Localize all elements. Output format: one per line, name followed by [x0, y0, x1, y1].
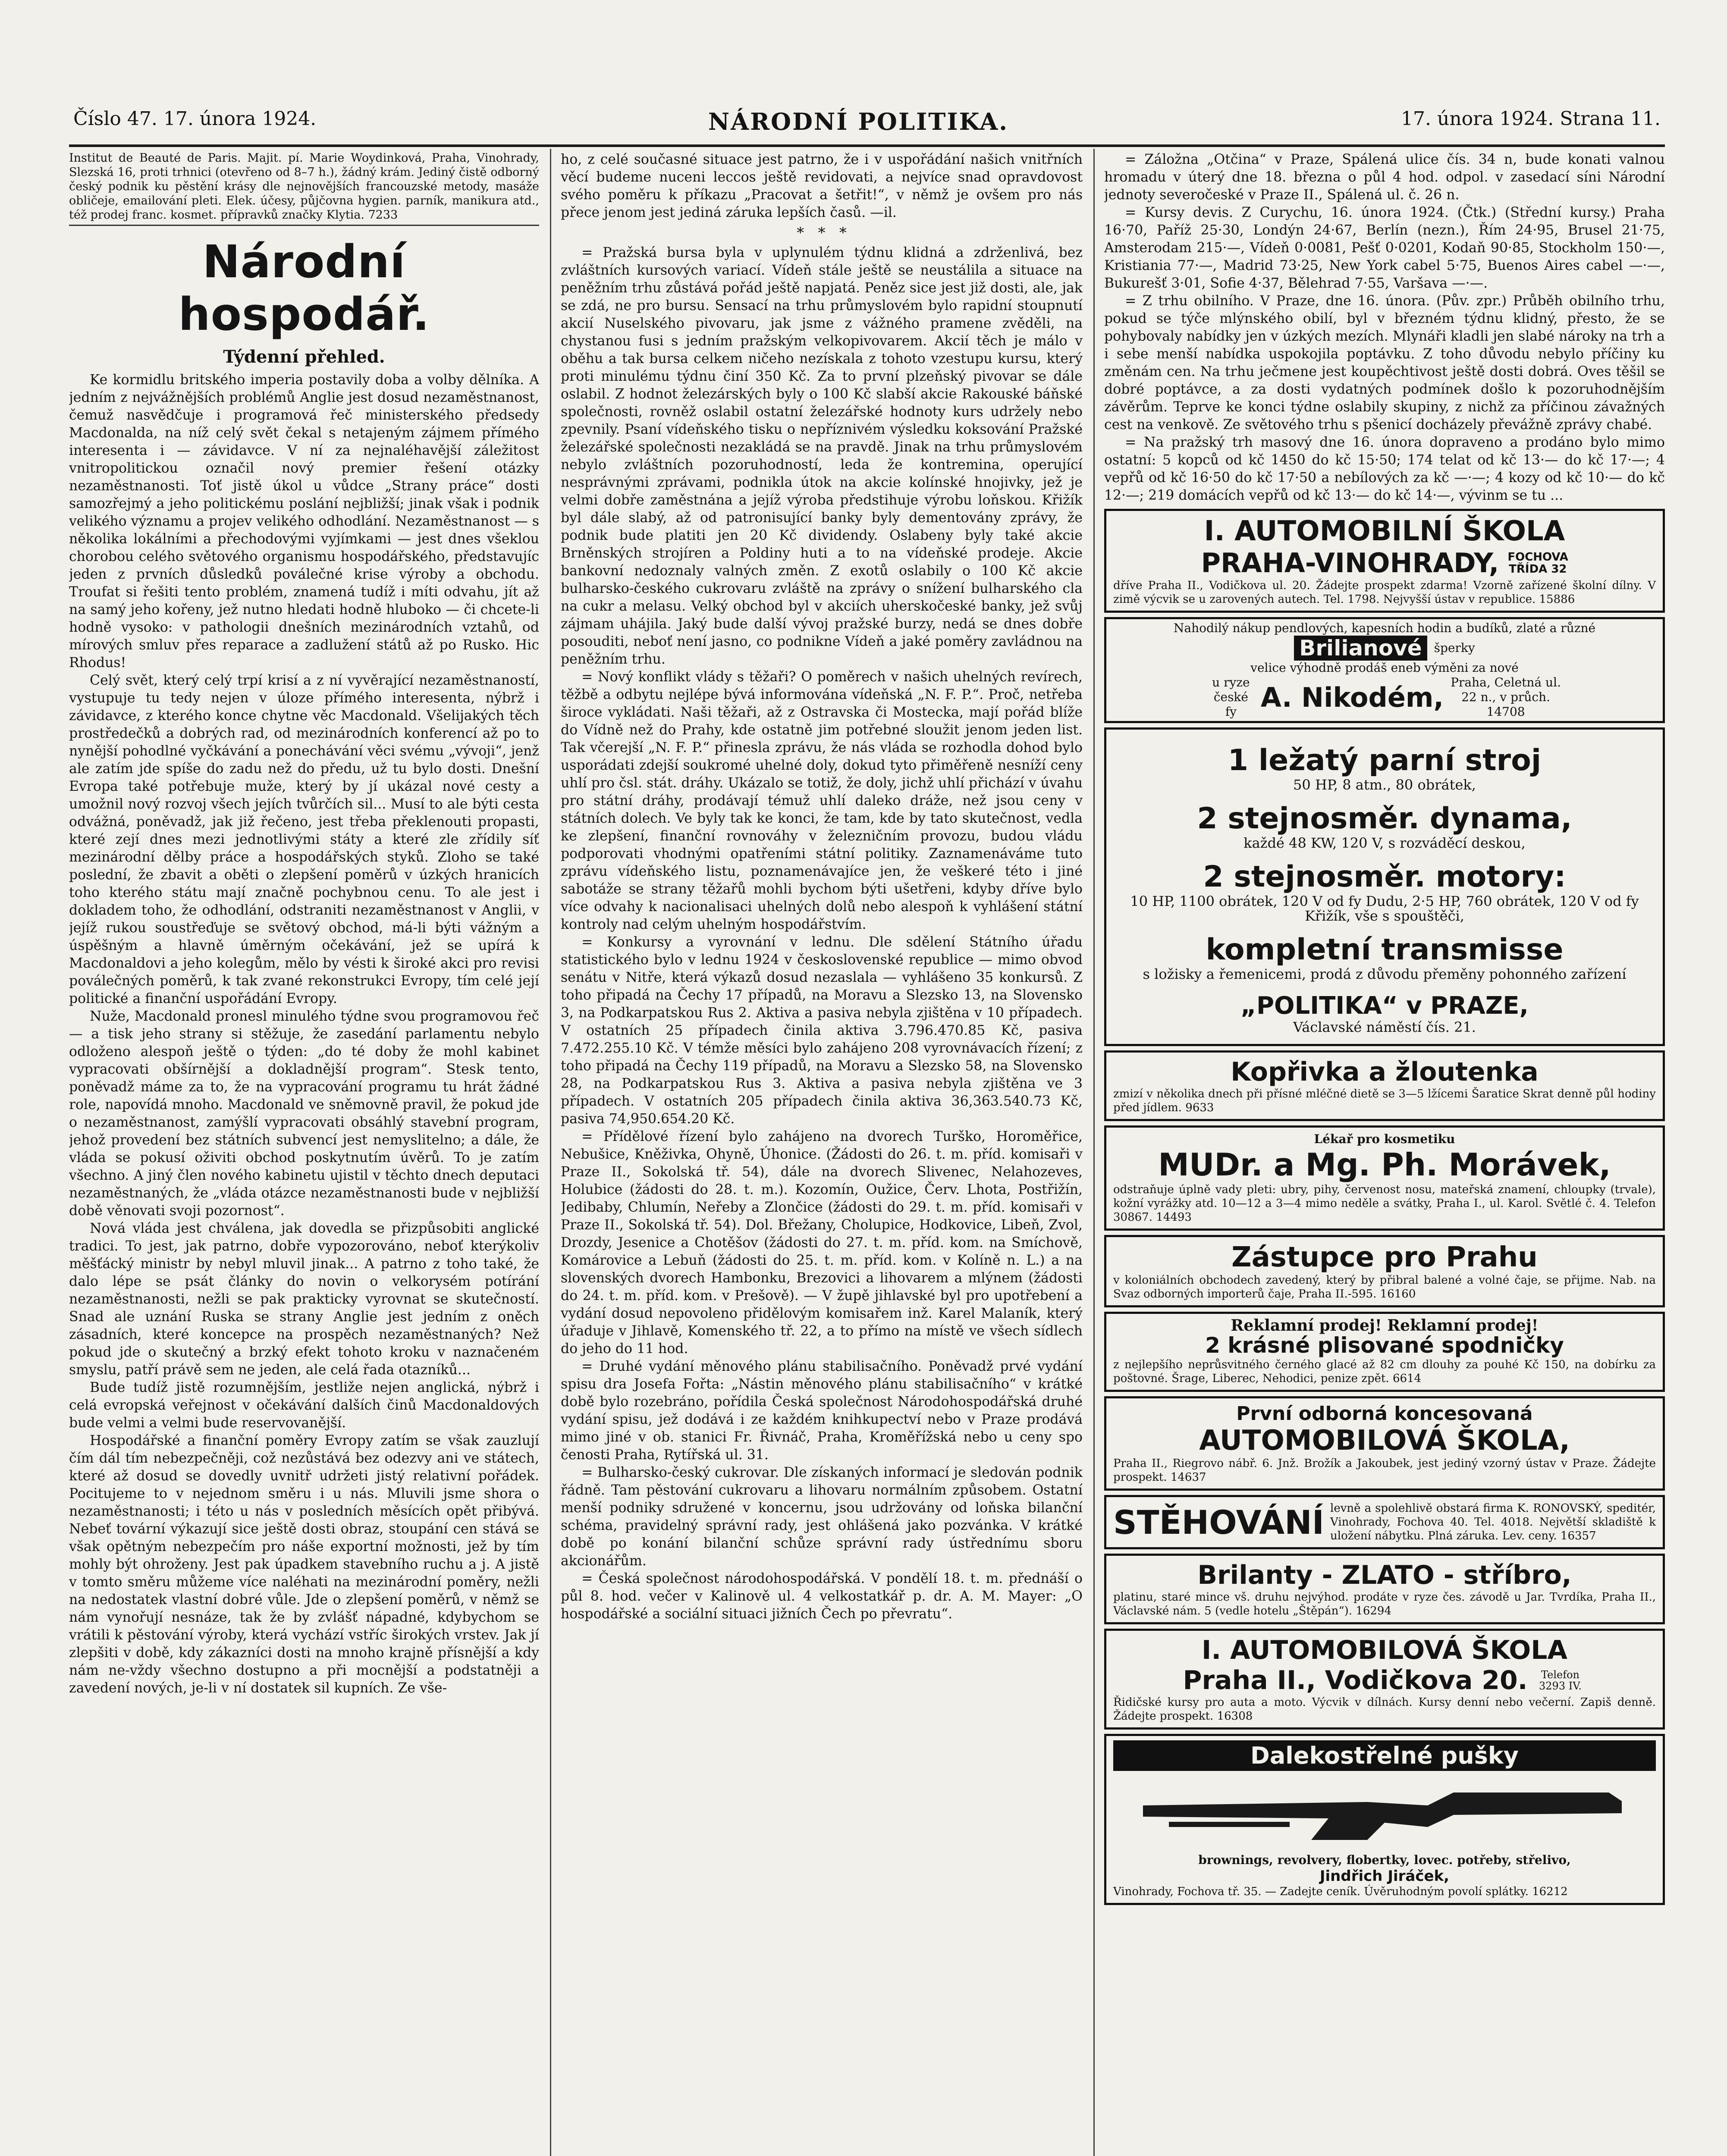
section-title: Národní hospodář.: [178, 235, 430, 341]
news-item-obili: = Z trhu obilního. V Praze, dne 16. února. (Pův. zpr.) Průběh obilního trhu, pokud se týče mlýnského obilí, byl v březném týdnu klidný, přesto, že se pohybovaly nabídky jen v úzkých mezích. Mlynáři kladli jen slabé nároky na trh a i sebe menší nabídka uspokojila poptávku. Z toho důvodu nebylo příčiny ku změnám cen. Na trhu ječmene jest koupěchtivost ještě dosti dobrá. Oves těšil se dobré poptávce, a za dosti vydatných podmínek došlo k pozoruhodnějším závěrům. Teprve ke konci týdne oslabily skupiny, z nichž za příčinou závažných cest na venkově. Ze světového trhu s pšenicí docházely převážně zprávy chabé.: [1104, 293, 1665, 432]
ad-text: 10 HP, 1100 obrátek, 120 V od fy Dudu, 2·5 HP, 760 obrátek, 120 V od fy Křižík, vše s spouštěči,: [1130, 893, 1639, 924]
ad-title: MUDr. a Mg. Ph. Morávek,: [1158, 1147, 1611, 1183]
ad-title: Zástupce pro Prahu: [1231, 1241, 1538, 1273]
article-paragraph: Hospodářské a finanční poměry Evropy zatím se však zauzlují čím dál tím nebezpečněji, což nezůstává bez odezvy ani ve státech, které až dosud se dovedly uvnitř udržeti jistý relativní pořádek. Pocitujeme to v nejednom směru i u nás. Mluvili jsme shora o nezaměstnanosti; i této u nás v posledních měsících opět přibývá. Nebeť tovární výkazují sice ještě dosti obraz, stoupání cen stává se však opětným nebezpečím pro náše exportní možnosti, jež by tím mohly být ohroženy. Jest pak úpadkem stavebního ruchu a j. A jistě v tomto směru můžeme více naléhati na mezinárodní poměry, nežli na nedostatek vlastní dobré vůle. Jde o zlepšení poměrů, v němž se nám vynořují nesnáze, tak že by zvlášť nápadné, kdybychom se vrátili k pěstování výroby, která vychází vstříc širokých vrstev. Jak jí zlepšiti v době, kdy zákazníci dosti na mnoho krajně přísnější a kdy nám ne-vždy všechno dostupno a při mocnější a podstatněji a zavedení nových, je-li v ní dostatek sil kupních. Ze vše-: [69, 1433, 539, 1696]
news-item-menovy-plan: = Druhé vydání měnového plánu stabilisačního. Poněvadž prvé vydání spisu dra Josefa Fořta: „Nástin měnového plánu stabilisačního“ v krátké době bylo rozebráno, pořídila Česká společnost Národohospodářská druhé vydání spisu, jež dodává i ze každém knihkupectví nebo v Praze prodává mimo jiné v ob. stanici Fr. Řivnáč, Praha, Kroměřížská nebo u ceny spo čenosti Praha, Rytířská ul. 31.: [561, 1359, 1083, 1463]
ad-subtitle: Lékař pro kosmetiku: [1314, 1132, 1455, 1146]
rifles-illustration: [1113, 1775, 1656, 1849]
ad-title: kompletní transmisse: [1206, 933, 1564, 967]
column-divider: [550, 149, 551, 2156]
article-paragraph: Ke kormidlu britského imperia postavily doba a volby dělníka. A jedním z nejvážnějších problémů Anglie jest dosud nezaměstnanost, čemuž nasvědčuje i programová řeč ministerského předsedy Macdonalda, na níž celý svět čekal s netajeným zájmem přímého interesenta i — závidavce. V ní za nejnaléhavější záležitost vnitropolitickou označil nový premier řešení otázky nezaměstnanosti. Toť jistě úkol u vůdce „Strany práce“ dosti samozřejmý a jeho politickému poslání nejbližší; jinak však i podnik velikého významu a projev velikého odhodlání. Nezaměstnanost — s několika lokálními a přechodovými vyjímkami — jest dnes všeklou chorobou celého světového organismu hospodářského, představujíc jeden z prvních důsledků poválečné krise výroby a obchodu. Troufat si řešiti tento problém, znamená tudíž i míti odvahu, jít až na samý jeho kořeny, jež nutno hledati hodně hluboko — či chcete-li hodně vysoko: v pathologii dnešních mezinárodních vztahů, od mírových smluv přes reparace a zadlužení států až po Rusko. Hic Rhodus!: [69, 372, 539, 671]
ad-text: odstraňuje úplně vady pleti: ubry, pihy, červenost nosu, mateřská znamení, chloupky (trvale), kožní vyrážky atd. 10—12 a 3—4 mimo neděle a svátky, Praha I., ul. Karol. Světlé č. 4. Telefon 30867. 14493: [1113, 1183, 1656, 1224]
news-items: [1104, 151, 1665, 505]
column-1: [69, 151, 539, 2156]
ad-title: 2 stejnosměr. dynama,: [1197, 802, 1572, 836]
koprivka-ad: [1104, 1050, 1665, 1121]
ad-title: Dalekostřelné pušky: [1113, 1740, 1656, 1771]
ad-text: Praha II., Riegrovo nábř. 6. Jnž. Brožík a Jakoubek, jest jediný vzorný ústav v Praze. Žádejte prospekt. 14637: [1113, 1457, 1656, 1484]
petticoats-ad: [1104, 1312, 1665, 1392]
ad-text: s ložisky a řemenicemi, prodá z důvodu přeměny pohonného zařízení: [1143, 966, 1627, 982]
ad-title: 1 ležatý parní stroj: [1228, 743, 1542, 777]
auto-school-vinohrady-ad: [1104, 509, 1665, 613]
article-continuation: [561, 151, 1083, 222]
ad-name: Jindřich Jiráček,: [1319, 1868, 1450, 1885]
ad-text: brownings, revolvery, flobertky, lovec. potřeby, střelivo,: [1198, 1853, 1571, 1867]
news-item-spolecnost: = Česká společnost národohospodářská. V pondělí 18. t. m. přednáší o půl 8. hod. večer v Kalinově ul. 4 velkostatkář p. dr. A. M. Mayer: „O hospodářské a sociální situaci jižních Čech po převratu“.: [561, 1571, 1083, 1622]
column-3: [1104, 151, 1665, 2156]
column-2: [561, 151, 1083, 2156]
ad-text: Nahodilý nákup pendlových, kapesních hodin a budíků, zlaté a různé: [1173, 621, 1596, 635]
ad-name: A. Nikodém,: [1260, 681, 1444, 713]
ad-address: FOCHOVA TŘÍDA 32: [1507, 550, 1568, 576]
ad-text: platinu, staré mince vš. druhu nejvýhod. prodáte v ryze čes. závodě u Jar. Tvrdíka, Praha II., Václavské nám. 5 (vedle hotelu „Štěpán“). 16294: [1113, 1591, 1656, 1617]
moravek-cosmetics-ad: [1104, 1125, 1665, 1231]
header-issue-date: Číslo 47. 17. února 1924.: [73, 108, 317, 130]
column-divider: [1093, 149, 1095, 2156]
ad-title: „POLITIKA“ v PRAZE,: [1240, 992, 1529, 1020]
rifle-icon: [1126, 1775, 1643, 1849]
news-items: [561, 244, 1083, 1623]
news-item-bursa: = Pražská bursa byla v uplynulém týdnu klidná a zdrženlivá, bez zvláštních kursových variací. Vídeň stále ještě se neustálila a situace na peněžním trhu zůstává pořád ještě napjatá. Peněz sice jest již dosti, ale, jak se zdá, ne pro bursu. Sensací na trhu průmyslovém bylo rapidní stoupnutí akcií Nuselského pivovaru, jak jsme z vážného pramene zvěděli, na chystanou fusi s jedním pražským velkopivovarem. Akcií těch je málo v oběhu a tak bursa celkem ničeho nezískala z tohoto vzestupu kursu, který proti minulému týdnu činí 350 Kč. Za to první plzeňský pivovar se dále oslabil. Z hodnot železárských byly o 100 Kč slabší akcie Rakouské báňské společnosti, rovněž oslabil ostatní železářské hodnoty kurs udržely nebo zpevnily. Psaní vídeňského tisku o nepříznivém výsledku koksování Pražské železářské společnosti nezakládá se na pravdě. Jinak na trhu průmyslovém nebylo zvláštních pozoruhodností, leda že kontremina, operující nesprávnými zprávami, podnikla útok na akcie kolínské hnojivky, jež je velmi dobře zaměstnána a jejíž výroba předstihuje výrobu loňskou. Křižík byl dále slabý, až od patronisující banky byly dementovány zprávy, že podnik bude platiti jen 20 Kč dividendy. Oslabeny byly také akcie Brněnských strojíren a Poldiny huti a to na vídeňské prodeje. Akcie bankovní nedoznaly valných změn. Z exotů oslabily o 100 Kč akcie bulharsko-českého cukrovaru zvláště na zprávy o snížení bulharského cla na cukr a melasu. Velký obchod byl v akciích uherskočeské banky, jež svůj zájmam uhájila. Jaký bude další vývoj pražské burzy, nedá se dnes dobře posouditi, neboť není jasno, co podnikne Vídeň a jaké poměry zavládnou na peněžním trhu.: [561, 245, 1083, 667]
news-item-pridelove: = Přídělové řízení bylo zahájeno na dvorech Turško, Horoměřice, Nebušice, Kněživka, Ohyně, Úhonice. (Žádosti do 26. t. m. příd. komisaři v Praze II., Sokolská tř. 54), dále na dvorech Slivenec, Nelahozeves, Holubice (žádosti do 28. t. m.). Kozomín, Oužice, Červ. Lhota, Postřižín, Jedibaby, Chlumín, Neřeby a Zlončice (žádosti do 29. t. m. příd. komisaři v Praze II., Sokolská tř. 54). Dol. Břežany, Cholupice, Hodkovice, Libeň, Zvol, Drozdy, Jesenice a Chotěšov (žádosti do 27. t. m. příd. kom. na Smíchově, Komárovice a Lebuň (žádosti do 25. t. m. příd. kom. v Kolíně n. L.) a na slovenských dvorech Hambonku, Brezovici a lihovarem a mlýnem (žádosti do 24. t. m. příd. kom. v Prešově). — V župě jihlavské byl pro upotřebení a vydání dosud nepovoleno přidělovým komisařem inž. Karel Malaník, který úřaduje v Jihlavě, Komenského tř. 22, a to přímo na místě ve všech sídlech do jeho do 11 hod.: [561, 1129, 1083, 1357]
gold-silver-ad: [1104, 1554, 1665, 1624]
licensed-auto-school-ad: [1104, 1396, 1665, 1491]
article-paragraph: ho, z celé současné situace jest patrno, že i v uspořádání našich vnitřních věcí budeme nuceni leccos ještě revidovati, a nejvíce snad opravdovost svého poměru k příkazu „Pracovat a šetřit!“, v němž je ovšem pro nás přece jenom jest jediná záruka lepších časů. —il.: [561, 152, 1083, 220]
ad-subtitle: První odborná koncesovaná: [1236, 1403, 1533, 1425]
section-stars: * * *: [797, 224, 847, 241]
ad-subtitle: PRAHA-VINOHRADY,: [1201, 547, 1499, 579]
ad-title: AUTOMOBILOVÁ ŠKOLA,: [1199, 1425, 1570, 1457]
news-item-kursy: = Kursy devis. Z Curychu, 16. února 1924. (Čtk.) (Střední kursy.) Praha 16·70, Paříž 25·30, Londýn 24·67, Berlín (nezn.), Řím 24·95, Brusel 21·75, Amsterodam 215·—, Vídeň 0·0081, Pešť 0·0201, Kodaň 90·85, Stockholm 150·—, Kristiania 77·—, Madrid 73·25, New York cabel 5·75, Buenos Aires cabel —·—, Bukurešť 3·01, Sofie 4·37, Bělehrad 7·55, Varšava —·—.: [1104, 205, 1665, 291]
ad-text: každé 48 KW, 120 V, s rozváděcí deskou,: [1243, 835, 1526, 851]
news-item-zalozna: = Záložna „Otčina“ v Praze, Spálená ulice čís. 34 n, bude konati valnou hromadu v úterý dne 18. března o půl 4 hod. odpol. v zasedací síni Národní jednoty severočeské v Praze II., Spálená ul. č. 26 n.: [1104, 152, 1665, 203]
ad-title: Brilanty - ZLATO - stříbro,: [1197, 1560, 1572, 1590]
news-item-konkursy: = Konkursy a vyrovnání v lednu. Dle sdělení Státního úřadu statistického bylo v lednu 1924 v československé republice — mimo obvod senátu v Nitře, která výkazů dosud nezaslala — vyhlášeno 35 konkursů. Z toho připadá na Čechy 17 případů, na Moravu a Slezsko 13, na Slovensko 3, na Podkarpatskou Rus 2. Aktiva a pasiva nebyla zjištěna v 10 případech. V ostatních 25 případech činila aktiva 3.796.470.85 Kč, pasiva 7.472.255.10 Kč. V témže měsíci bylo zahájeno 208 vyrovnávacích řízení; z toho připadá na Čechy 119 případů, na Moravu a Slezsko 58, na Slovensko 28, na Podkarpatskou Rus 3. Aktiva a pasiva nebyla zjištěna ve 3 případech. V ostatních 205 případech činila aktiva 36,363.540.73 Kč, pasiva 74,950.654.20 Kč.: [561, 934, 1083, 1127]
ad-text: Řidičské kursy pro auta a moto. Výcvik v dílnách. Kursy denní nebo večerní. Zapiš denně. Žádejte prospekt. 16308: [1113, 1696, 1656, 1723]
header-page-number: 17. února 1924. Strana 11.: [1401, 108, 1661, 130]
ad-address: Praha, Celetná ul. 22 n., v průch. 14708: [1451, 675, 1561, 719]
ad-title: I. AUTOMOBILNÍ ŠKOLA: [1204, 515, 1565, 547]
section-subtitle: Týdenní přehled.: [223, 347, 385, 367]
header-rule: [69, 144, 1665, 147]
news-item-maso: = Na pražský trh masový dne 16. února dopraveno a prodáno bylo mimo ostatní: 5 kopců od kč 1450 do kč 15·50; 174 telat od kč 13·— do kč 17·—; 4 vepřů od kč 16·50 do kč 17·50 a nebílových za kč —·—; 4 kozy od kč 10·— do kč 12·—; 219 domácích vepřů od kč 13·— do kč 14·—, vývinm se tu ...: [1104, 435, 1665, 503]
prague-agent-ad: [1104, 1235, 1665, 1307]
header-masthead: NÁRODNÍ POLITIKA.: [708, 108, 1009, 135]
ad-text: zmizí v několika dnech při přísné mléčné dietě se 3—5 lžícemi Šaratice Skrat denně půl hodiny před jídlem. 9633: [1113, 1087, 1656, 1114]
news-item-konflikt: = Nový konflikt vlády s těžaři? O poměrech v našich uhelných revírech, těžbě a odbytu nejlépe bývá informována vídeňská „N. F. P.“. Proč, netřeba široce vykládati. Naši těžaři, až z Ostravska či Mostecka, mají pořád blíže do Vídně než do Prahy, kde ostatně jim potřebné sloužit jenom jeden list. Tak včerejší „N. F. P.“ přinesla zprávu, že nás vláda se rozhodla dohod bylo usporádati zdejší soukromé uhelné doly, dokud tyto přiměřeně nesníží ceny uhlí pro čsl. stát. dráhy. Ukázalo se totiž, že doly, jichž uhlí přichází v úvahu pro státní dráhy, prodávají témuž uhlí daleko dráže, než jsou ceny v státních dolech. Ve byly tak ke konci, že tam, kde by tato skutečnost, vedla ke zlepšení, finanční rovnováhy v železničním provozu, budou vládu podporovati vhodnými opatřeními státní politiky. Zaznamenáváme tuto zprávu vídeňského listu, poznamenávajíce jen, že veškeré této i jiné sabotáže se strany těžařů mohli bychom býti ušetřeni, kdyby dříve bylo více odvahy k nacionalisaci uhelných dolů nebo alespoň k vyhlášení státní kontroly nad celým uhelným hospodářstvím.: [561, 669, 1083, 932]
nikodem-jeweller-ad: [1104, 617, 1665, 723]
article-paragraph: Bude tudíž jistě rozumnějším, jestliže nejen anglická, nýbrž i celá evropská veřejnost v očekávání dalších činů Macdonaldových bude velmi a velmi bude reservovanější.: [69, 1380, 539, 1431]
moving-company-ad: [1104, 1495, 1665, 1549]
ad-title: 2 krásné plisované spodničky: [1205, 1333, 1564, 1358]
ad-text: u ryze české fy: [1212, 675, 1250, 719]
weekly-review-article: [69, 371, 539, 1697]
ad-title: Kopřivka a žloutenka: [1231, 1057, 1539, 1087]
ad-text: z nejlepšího neprůsvitného černého glacé až 82 cm dlouhy za pouhé Kč 150, na dobírku za poštovné. Šrage, Liberec, Nehodici, penize zpět. 6614: [1113, 1358, 1656, 1385]
ad-subtitle: Praha II., Vodičkova 20.: [1183, 1665, 1528, 1695]
rifles-ad: [1104, 1734, 1665, 1905]
ad-text: Vinohrady, Fochova tř. 35. — Zadejte ceník. Úvěruhodným povolí splátky. 16212: [1113, 1885, 1568, 1898]
ad-text: v koloniálních obchodech zavedený, který by přibral balené a volné čaje, se přijme. Nab. na Svaz odborných importerů čaje, Praha II.-595. 16160: [1113, 1274, 1656, 1300]
ad-text: velice výhodně prodáš eneb výměni za nové: [1250, 661, 1519, 675]
politika-machinery-ad: [1104, 727, 1665, 1046]
ad-phone: Telefon 3293 IV.: [1539, 1669, 1582, 1692]
auto-school-vodickova-ad: [1104, 1629, 1665, 1730]
ad-text: levně a spolehlivě obstará firma K. RONOVSKÝ, speditér, Vinohrady, Fochova 40. Tel. 4018. Největší skladiště k uložení nábytku. Plná záruka. Lev. ceny. 16357: [1330, 1502, 1656, 1542]
article-paragraph: Celý svět, který celý trpí krisí a z ní vyvěrající nezaměstnaností, vystupuje tu tedy nejen v úloze přímého interesenta, nýbrž i závidavce, z kterého konce chytne věc Macdonald. Všelijakých těch prostředečků a dobrých rad, od mezinárodních konferencí až po to nynější pohodlné vyčkávání a ponechávání věci svému „vývoji“, jenž ale zatím jde spíše do zadu než do předu, už tu bylo dosti. Dnešní Evropa také potřebuje muže, který by jí ukázal nové cesty a umožnil nový rozvoj všech jejích tvůrčích sil... Musí to ale býti cesta odvážná, poněvadž, jak již řečeno, jest třeba překlenouti propasti, které zejí dnes mezi jednotlivými státy a které zle zřídily síť mezinárodní dělby práce a hospodářských styků. Zloho se také poslední, že zbavit a oběti o zlepšení poměrů v úzkých hranicích toho kterého státu mají značně pochybnou cenu. To ale jest i dokladem toho, že odhodlání, odstraniti nezaměstnanost v Anglii, v jejíž rukou soustřeďuje se světový obchod, má-li býti vážným a úspěšným a hlavně úměrným očekávání, jež se upírá k Macdonaldovi a jeho kolegům, mělo by vésti k široké akci pro revisi poválečných poměrů, k tak zvané rekonstrukci Evropy, tím celé její politické a finanční uspořádání Evropy.: [69, 673, 539, 1006]
beauty-institute-ad: Institut de Beauté de Paris. Majit. pí. Marie Woydinková, Praha, Vinohrady, Slezská 16, proti trhnici (otevřeno od 8–7 h.), žádný krám. Jediný čistě odborný český podnik ku pěstění krásy dle nejnovějších francouzské metody, masáže obličeje, emailování pleti. Elek. účesy, půjčovna hygien. parník, manikura atd., též prodej franc. kosmet. přípravků značky Klytia. 7233: [69, 151, 539, 222]
article-paragraph: Nuže, Macdonald pronesl minulého týdne svou programovou řeč — a tisk jeho strany si stěžuje, že zasedání parlamentu nebylo odloženo alespoň ještě o týden: „do té doby že mohl kabinet vypracovati obšírnější a dokladnější program“. Stesk tento, poněvadž máme za to, že na vypracování programu tu hrát žádné role, napovídá mnoho. Macdonald ve sněmovně pravil, že pokud jde o nezaměstnanost, zamýšlí vypracovati obsáhlý stavební program, jehož provedení bez státních subvencí jest nemyslitelno; a dále, že vláda se pokusí oživiti obchod poskytnutím úvěrů. To je zatím všechno. A jiný člen nového kabinetu ujistil v těchto dnech deputaci nezaměstnaných, že „vláda otázce nezaměstnanosti bude v nejbližší době věnovati svoji pozornost“.: [69, 1009, 539, 1219]
news-item-cukrovar: = Bulharsko-český cukrovar. Dle získaných informací je sledován podnik řádně. Tam pěstování cukrovaru a lihovaru normálním způsobem. Ostatní menší podniky sdružené v koncernu, jsou udržovány od loňska bilanční schéma, pravidelný správní rady, jest ohlášená jako pozvánka. V krátké době po konání bilanční schůze správní rady ústřednímu sboru akcionářům.: [561, 1465, 1083, 1569]
divider: [69, 225, 539, 226]
ad-highlight: Brilianové: [1294, 636, 1427, 661]
ad-text: 50 HP, 8 atm., 80 obrátek,: [1293, 777, 1476, 793]
ad-title: I. AUTOMOBILOVÁ ŠKOLA: [1202, 1635, 1567, 1665]
ad-text: dříve Praha II., Vodičkova ul. 20. Žádejte prospekt zdarma! Vzorně zařízené školní dílny. V zimě výcvik se u zarovených autech. Tel. 1798. Nejvyšší ústav v republice. 15886: [1113, 579, 1656, 606]
ad-address: Václavské náměstí čís. 21.: [1293, 1019, 1476, 1035]
ad-title: STĚHOVÁNÍ: [1113, 1503, 1325, 1542]
ad-text: šperky: [1434, 641, 1475, 655]
article-paragraph: Nová vláda jest chválena, jak dovedla se přizpůsobiti anglické tradici. To jest, jak patrno, dobře vypozorováno, neboť kterýkoliv měšťácký ministr by nebyl mluvil jinak... A patrno z toho také, že dalo lépe se psát články do novin o velkorysém potírání nezaměstnanosti, nežli se pak prakticky vyrovnat se skutečností. Snad ale uznání Ruska se strany Anglie jest jedním z oněch zásadních, které koncepce na prospěch nezaměstnaných? Než pokud jde o skutečný a brzký efekt tohoto kroku v naznačeném smyslu, patří právě sem ne jeden, ale celá řada otazníků...: [69, 1221, 539, 1378]
page-header: [73, 108, 1661, 142]
ad-title: 2 stejnosměr. motory:: [1203, 860, 1566, 894]
ad-subtitle: Reklamní prodej! Reklamní prodej!: [1231, 1316, 1539, 1335]
